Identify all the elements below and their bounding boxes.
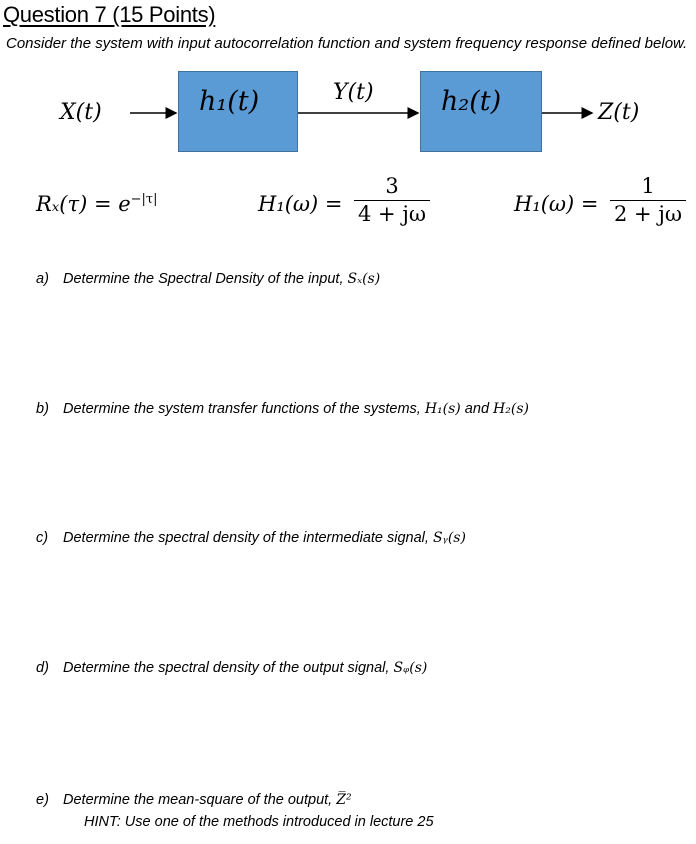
rx-lhs: Rₓ(τ) = bbox=[36, 192, 119, 216]
h1-denominator: 4 + jω bbox=[354, 200, 430, 226]
rx-exponent: −|τ| bbox=[130, 192, 158, 207]
signal-z: Z(t) bbox=[598, 100, 640, 125]
h2-equation-lhs: H₁(ω) = bbox=[514, 192, 599, 216]
question-e: e) Determine the mean-square of the output, Z̅² bbox=[36, 792, 352, 808]
rx-equation bbox=[36, 192, 158, 216]
signal-y: Y(t) bbox=[333, 80, 374, 105]
question-intro: Consider the system with input autocorrelation function and system frequency response defined below. bbox=[6, 35, 688, 52]
rx-base: e bbox=[118, 192, 131, 216]
h1-fraction bbox=[354, 174, 430, 226]
hint-text: HINT: Use one of the methods introduced in lecture 25 bbox=[84, 814, 434, 830]
block-h2-label: h₂(t) bbox=[441, 86, 502, 117]
question-a: a) Determine the Spectral Density of the input, Sₓ(s) bbox=[36, 271, 381, 287]
h2-fraction bbox=[610, 174, 686, 226]
h2-numerator: 1 bbox=[641, 174, 655, 198]
question-d: d) Determine the spectral density of the output signal, Sᵩ(s) bbox=[36, 660, 428, 676]
block-h1-label: h₁(t) bbox=[199, 86, 260, 117]
question-title: Question 7 (15 Points) bbox=[3, 2, 216, 27]
signal-x: X(t) bbox=[60, 100, 102, 125]
h1-numerator: 3 bbox=[385, 174, 399, 198]
h1-equation-lhs: H₁(ω) = bbox=[258, 192, 343, 216]
block-h2 bbox=[420, 71, 542, 152]
h2-denominator: 2 + jω bbox=[610, 200, 686, 226]
question-c: c) Determine the spectral density of the intermediate signal, Sᵧ(s) bbox=[36, 530, 466, 546]
question-b: b) Determine the system transfer functions of the systems, H₁(s) and H₂(s) bbox=[36, 401, 529, 417]
block-h1 bbox=[178, 71, 298, 152]
